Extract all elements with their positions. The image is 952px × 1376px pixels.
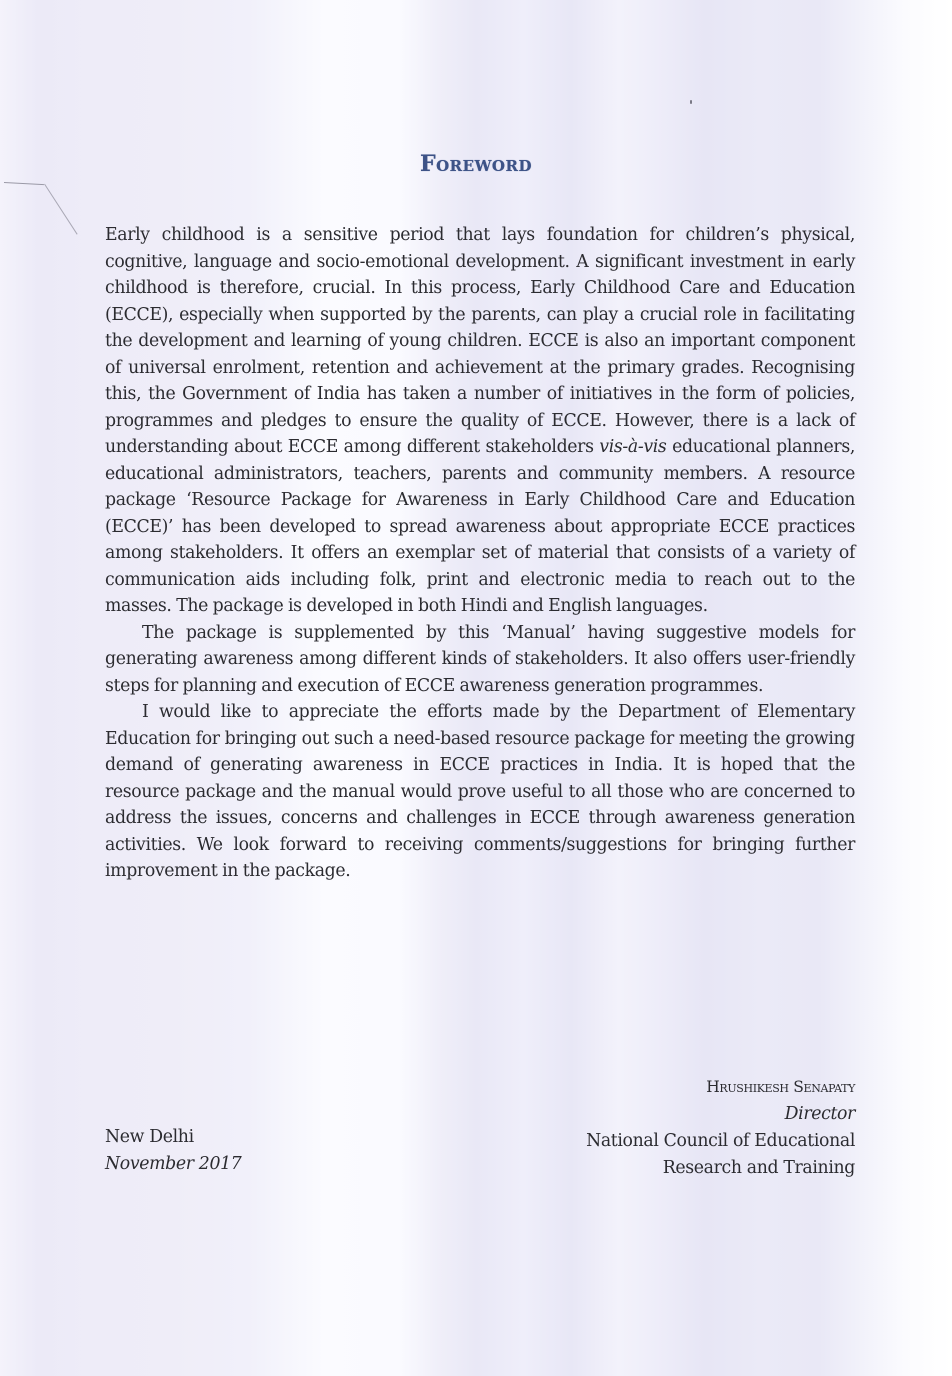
signature-block: [586, 1074, 855, 1182]
paragraph-1-italic-term: vis-à-vis: [599, 437, 667, 457]
paragraph-1-text-b: educational planners, educational administrators, teachers, parents and community members. A resource package ‘Resource Package for Awareness in Early Childhood Care and Education (ECCE)’ has been developed to spread awareness about appropriate ECCE practices among stakeholders. It offers an exemplar set of material that consists of a variety of communication aids including folk, print and electronic media to reach out to the masses. The package is developed in both Hindi and English languages.: [105, 437, 855, 616]
signatory-designation: Director: [784, 1104, 855, 1124]
paper-crease-mark: [44, 184, 78, 235]
scan-speck: [690, 100, 692, 104]
signatory-name: Hrushikesh Senapaty: [706, 1078, 855, 1096]
paragraph-3: I would like to appreciate the efforts made by the Department of Elementary Education for bringing out such a need-based resource package for meeting the growing demand of generating awareness in ECCE practices in India. It is hoped that the resource package and the manual would prove useful to all those who are concerned to address the issues, concerns and challenges in ECCE through awareness generation activities. We look forward to receiving comments/suggestions for bringing further improvement in the package.: [105, 702, 855, 881]
paragraph-1-text-a: Early childhood is a sensitive period that lays foundation for children’s physical, cognitive, language and socio-emotional development. A significant investment in early childhood is therefore, crucial. In this process, Early Childhood Care and Education (ECCE), especially when supported by the parents, can play a crucial role in facilitating the development and learning of young children. ECCE is also an important component of universal enrolment, retention and achievement at the primary grades. Recognising this, the Government of India has taken a number of initiatives in the form of policies, programmes and pledges to ensure the quality of ECCE. However, there is a lack of understanding about ECCE among different stakeholders: [105, 225, 855, 457]
organization-line-2: Research and Training: [662, 1158, 855, 1178]
paragraph-2: The package is supplemented by this ‘Manual’ having suggestive models for generating awareness among different kinds of stakeholders. It also offers user-friendly steps for planning and execution of ECCE awareness generation programmes.: [105, 622, 855, 696]
place: New Delhi: [105, 1127, 194, 1147]
page-title: Foreword: [420, 150, 532, 177]
place-date-block: [105, 1124, 241, 1178]
paragraph-1: [105, 222, 855, 620]
organization-line-1: National Council of Educational: [586, 1131, 855, 1151]
foreword-body: [105, 222, 855, 885]
date: November 2017: [105, 1154, 242, 1174]
paper-crease-mark: [4, 182, 44, 185]
